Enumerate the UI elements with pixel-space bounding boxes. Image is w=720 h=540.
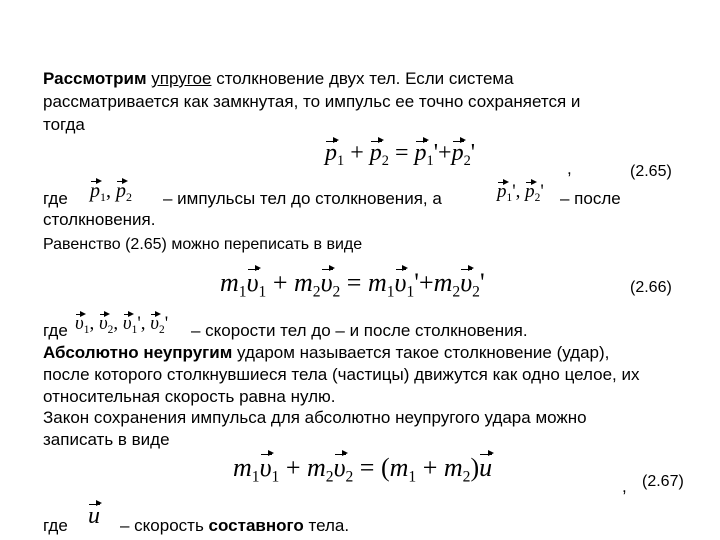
equation-number-2-67: (2.67) — [642, 473, 684, 490]
underlined-term-elastic: упругое — [151, 69, 212, 88]
paragraph-1-line-2: рассматривается как замкнутая, то импульс ее точно сохраняется и — [43, 92, 581, 111]
plus-sign: + — [438, 140, 452, 166]
velocity-symbols: $\upsilon_1$, $\upsilon_2$, $\upsilon_1'$, $\upsilon_2'$ — [75, 313, 169, 336]
comma: , — [515, 181, 521, 202]
rewrite-line: Равенство (2.65) можно переписать в виде — [43, 236, 363, 253]
paragraph-2-line-2: после которого столкнувшиеся тела (частицы) движутся как одно целое, их — [43, 365, 640, 384]
left-paren: ( — [380, 453, 390, 482]
plus-sign: + — [418, 268, 434, 297]
momenta-before-symbols: $p_1$, $p_2$ — [90, 180, 132, 205]
where-label-2: где — [43, 321, 68, 340]
momenta-after-symbols: $p_1'$, $p_2'$ — [497, 181, 544, 204]
bold-term-consider: Рассмотрим — [43, 69, 147, 88]
plus-sign: + — [350, 140, 364, 166]
equation-2-67: $m_1\upsilon_1 + m_2\upsilon_2 = (m_1 + m_2)u$ — [233, 453, 493, 486]
bold-term-composite: составного — [208, 516, 304, 535]
equation-number-2-66: (2.66) — [630, 279, 672, 296]
velocities-description: – скорости тел до – и после столкновения. — [191, 321, 528, 340]
equals-sign: = — [394, 140, 409, 166]
equation-2-65: $p_1 + p_2 = p_1'+p_2'$ — [325, 140, 476, 170]
equals-sign: = — [359, 453, 375, 482]
plus-sign: + — [285, 453, 301, 482]
text: столкновение двух тел. Если система — [211, 69, 514, 88]
where-label-3: где — [43, 516, 68, 535]
composite-velocity-description — [120, 515, 349, 536]
right-paren: ) — [470, 453, 480, 482]
equation-number-2-65: (2.65) — [630, 163, 672, 180]
equation-comma: , — [622, 477, 627, 496]
where-1-line-2: столкновения. — [43, 210, 156, 229]
paragraph-2-line-5: записать в виде — [43, 430, 170, 449]
text: ударом называется такое столкновение (удар), — [232, 343, 610, 362]
plus-sign: + — [422, 453, 438, 482]
paragraph-2-line-3: относительная скорость равна нулю. — [43, 387, 336, 406]
momenta-description: – импульсы тел до столкновения, а — [163, 189, 442, 208]
equation-comma: , — [567, 159, 572, 178]
comma: , — [106, 180, 111, 202]
composite-velocity-symbol: u — [88, 503, 100, 529]
paragraph-2-line-4: Закон сохранения импульса для абсолютно неупругого удара можно — [43, 408, 587, 427]
bold-term-inelastic: Абсолютно неупругим — [43, 343, 233, 362]
equation-2-66: $m_1\upsilon_1 + m_2\upsilon_2 = m_1\upsilon_1'+m_2\upsilon_2'$ — [220, 268, 485, 301]
after-label: – после — [560, 189, 621, 208]
paragraph-1-line-1 — [43, 68, 514, 89]
equals-sign: = — [346, 268, 362, 297]
where-label-1: где — [43, 189, 68, 208]
text: – скорость — [120, 516, 209, 535]
comma: , — [89, 313, 95, 334]
text: тела. — [303, 516, 350, 535]
plus-sign: + — [272, 268, 288, 297]
paragraph-1-line-3: тогда — [43, 115, 85, 134]
paragraph-2-line-1 — [43, 342, 609, 363]
